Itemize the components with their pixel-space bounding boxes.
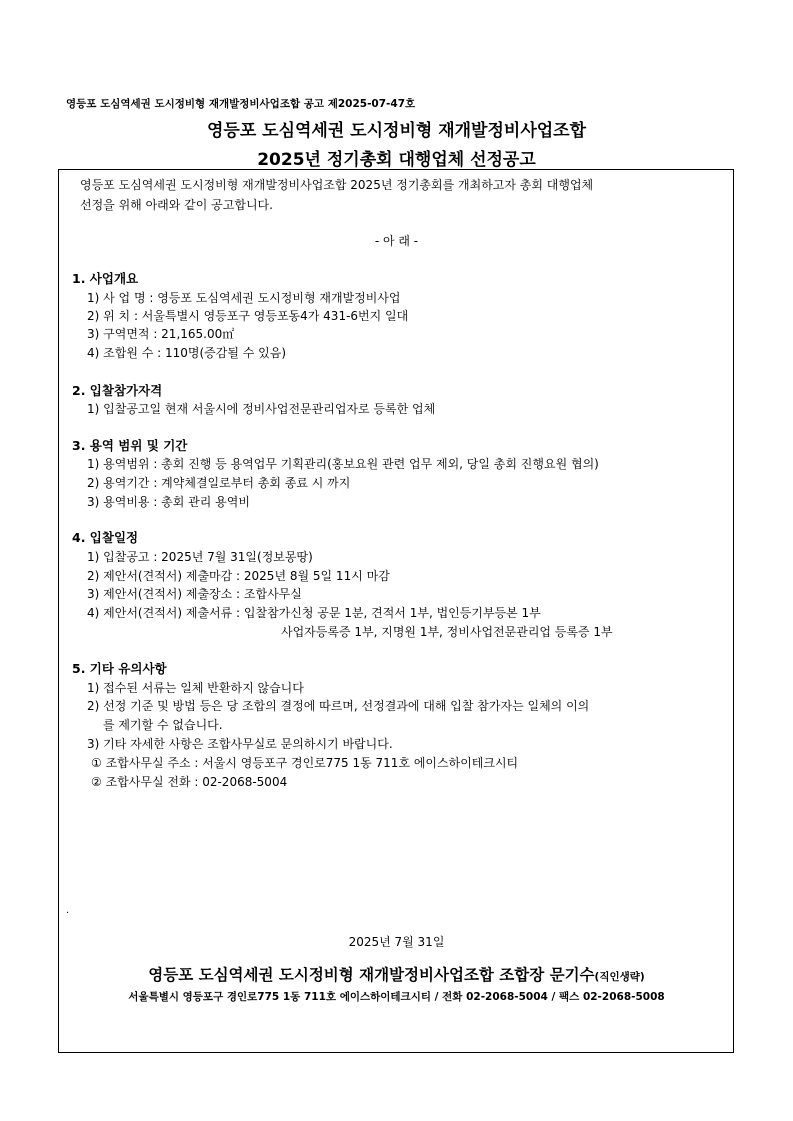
- intro-line-1: 영등포 도심역세권 도시정비형 재개발정비사업조합 2025년 정기총회를 개최하고자 총회 대행업체: [80, 178, 594, 192]
- section-3-item-2: 2) 용역기간 : 계약체결일로부터 총회 종료 시 까지: [87, 476, 351, 490]
- below-mark: - 아 래 -: [374, 234, 419, 248]
- section-5-item-1: 1) 접수된 서류는 일체 반환하지 않습니다: [87, 681, 304, 695]
- section-4-heading: 4. 입찰일정: [72, 530, 139, 545]
- signature-line: [0, 963, 793, 985]
- intro-line-2: 선정을 위해 아래와 같이 공고합니다.: [80, 198, 273, 212]
- section-4-item-4-cont: 사업자등록증 1부, 지명원 1부, 정비사업전문관리업 등록증 1부: [281, 625, 613, 639]
- stray-dot: .: [66, 905, 70, 916]
- notice-date: 2025년 7월 31일: [348, 935, 445, 949]
- title-line-1: 영등포 도심역세권 도시정비형 재개발정비사업조합: [206, 121, 587, 141]
- section-2-heading: 2. 입찰참가자격: [72, 383, 163, 398]
- section-1-item-1: 1) 사 업 명 : 영등포 도심역세권 도시정비형 재개발정비사업: [87, 291, 401, 305]
- section-4-item-1: 1) 입찰공고 : 2025년 7월 31일(정보몽땅): [87, 550, 313, 564]
- section-1-item-3: 3) 구역면적 : 21,165.00㎡: [87, 327, 235, 341]
- section-4-item-4: 4) 제안서(견적서) 제출서류 : 입찰참가신청 공문 1분, 견적서 1부, 법인등기부등본 1부: [87, 606, 541, 620]
- signature-text: 영등포 도심역세권 도시정비형 재개발정비사업조합 조합장 문기수: [148, 966, 595, 984]
- section-1-item-4: 4) 조합원 수 : 110명(증감될 수 있음): [87, 346, 287, 360]
- section-2-item-1: 1) 입찰공고일 현재 서울시에 정비사업전문관리업자로 등록한 업체: [87, 402, 436, 416]
- section-1-heading: 1. 사업개요: [72, 271, 139, 286]
- section-1-item-2: 2) 위 치 : 서울특별시 영등포구 영등포동4가 431-6번지 일대: [87, 309, 409, 323]
- section-3-item-1: 1) 용역범위 : 총회 진행 등 용역업무 기획관리(홍보요원 관련 업무 제외, 당일 총회 진행요원 협의): [87, 457, 599, 471]
- section-5-item-2: 2) 선정 기준 및 방법 등은 당 조합의 결정에 따르며, 선정결과에 대해 입찰 참가자는 일체의 이의: [87, 699, 590, 713]
- section-3-heading: 3. 용역 범위 및 기간: [72, 438, 188, 453]
- title-line-2: 2025년 정기총회 대행업체 선정공고: [257, 150, 536, 170]
- seal-omitted-note: (직인생략): [594, 971, 645, 983]
- section-5-item-2-cont: 를 제기할 수 없습니다.: [103, 718, 223, 732]
- section-5-subitem-2: ② 조합사무실 전화 : 02-2068-5004: [91, 775, 288, 789]
- section-5-subitem-1: ① 조합사무실 주소 : 서울시 영등포구 경인로775 1동 711호 에이스하이테크시티: [91, 756, 519, 770]
- section-5-item-3: 3) 기타 자세한 사항은 조합사무실로 문의하시기 바랍니다.: [87, 737, 393, 751]
- footer-contact: 서울특별시 영등포구 경인로775 1동 711호 에이스하이테크시티 / 전화 02-2068-5004 / 팩스 02-2068-5008: [128, 991, 665, 1003]
- section-4-item-2: 2) 제안서(견적서) 제출마감 : 2025년 8월 5일 11시 마감: [87, 569, 390, 583]
- section-5-heading: 5. 기타 유의사항: [72, 661, 167, 676]
- notice-number: 영등포 도심역세권 도시정비형 재개발정비사업조합 공고 제2025-07-47호: [66, 98, 416, 110]
- section-3-item-3: 3) 용역비용 : 총회 관리 용역비: [87, 495, 250, 509]
- section-4-item-3: 3) 제안서(견적서) 제출장소 : 조합사무실: [87, 587, 302, 601]
